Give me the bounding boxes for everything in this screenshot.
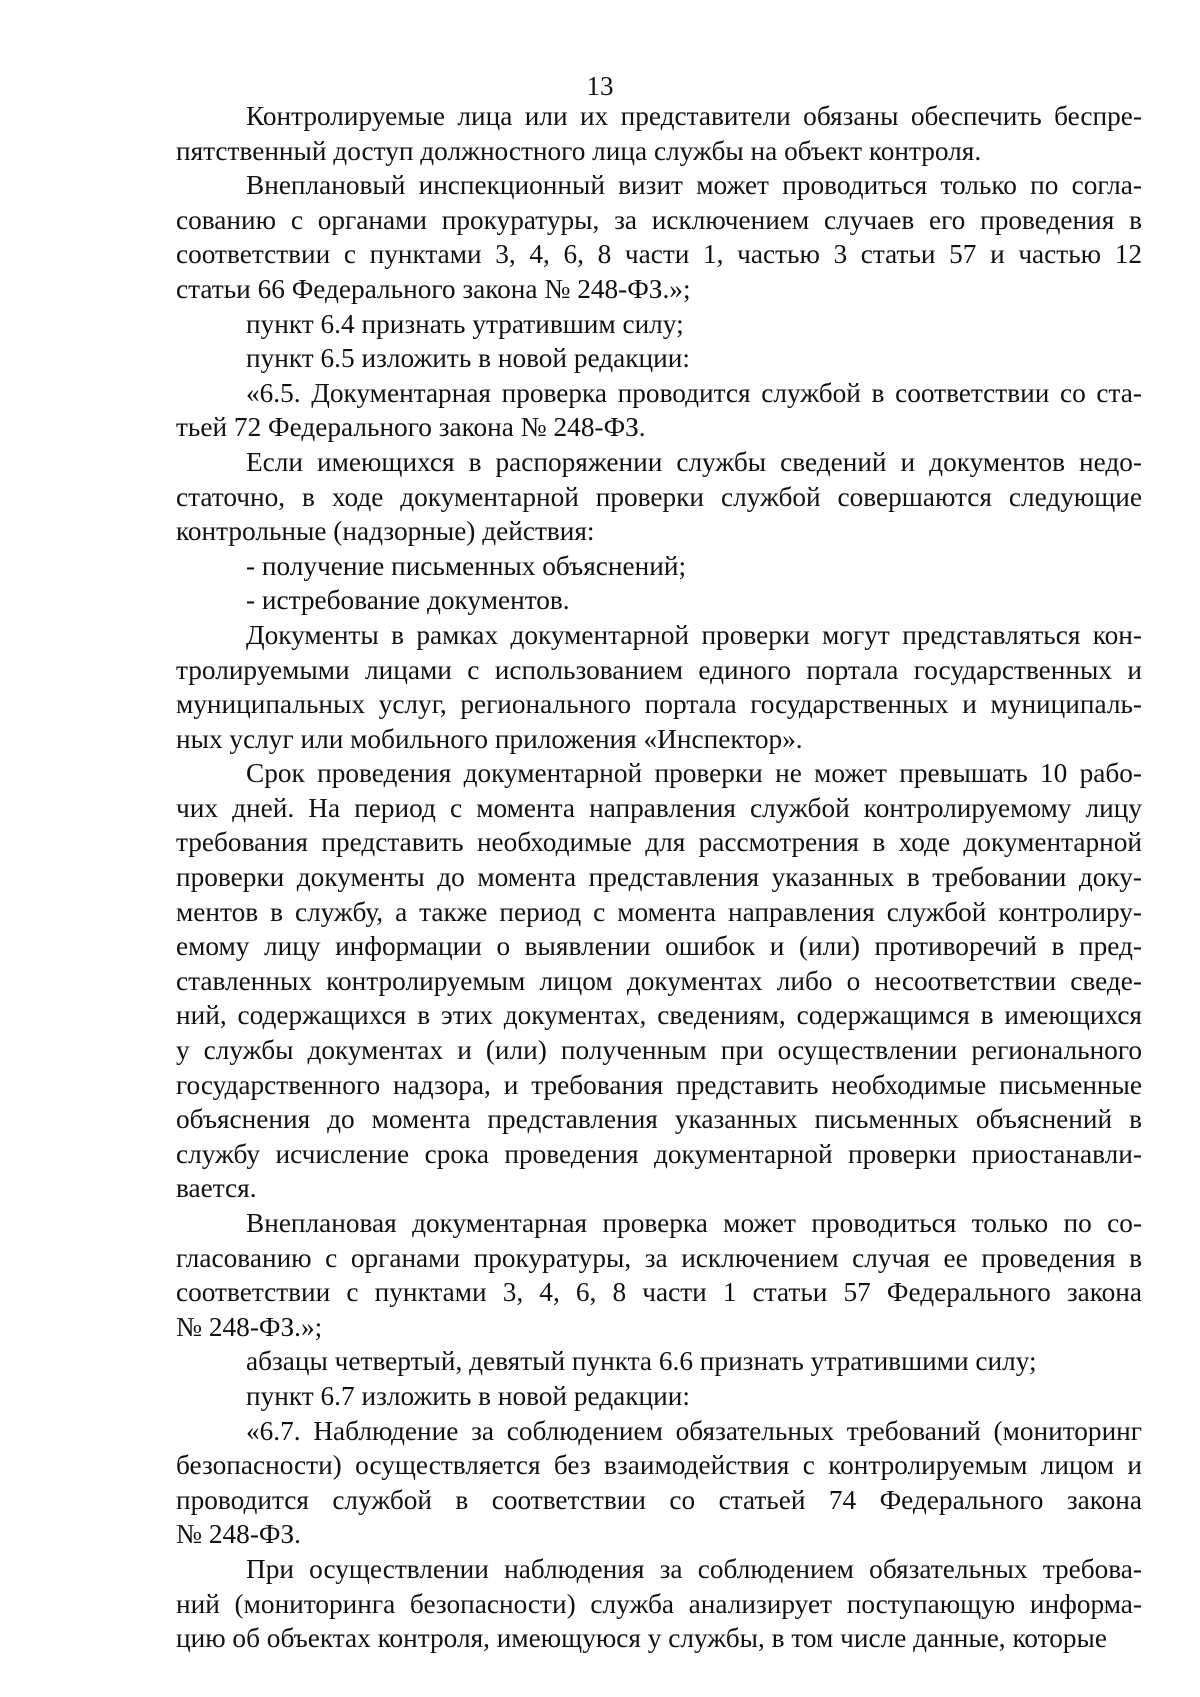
text-line: ментов в службу, а также период с момента направления службой контролиру-: [176, 896, 1142, 927]
page-number: 13: [586, 71, 614, 101]
text-line: тьей 72 Федерального закона № 248-ФЗ.: [176, 412, 646, 443]
text-line: у службы документах и (или) полученным при осуществлении регионального: [176, 1035, 1142, 1066]
text-line: государственного надзора, и требования представить необходимые письменные: [176, 1069, 1142, 1100]
text-line: Если имеющихся в распоряжении службы сведений и документов недо-: [246, 446, 1142, 477]
text-line: Внеплановая документарная проверка может проводиться только по со-: [246, 1208, 1142, 1238]
text-line: проверки документы до момента представления указанных в требовании доку-: [176, 862, 1142, 893]
text-line: муниципальных услуг, регионального портала государственных и муниципаль-: [176, 689, 1142, 720]
document-body: [176, 99, 1142, 1656]
text-line: требования представить необходимые для рассмотрения в ходе документарной: [176, 827, 1142, 858]
text-line: соответствии с пунктами 3, 4, 6, 8 части 1, частью 3 статьи 57 и частью 12: [176, 239, 1142, 270]
text-line: Контролируемые лица или их представители обязаны обеспечить беспре-: [246, 101, 1142, 131]
paragraph: [176, 341, 1142, 376]
text-line: Внеплановый инспекционный визит может проводиться только по согла-: [246, 170, 1142, 201]
text-line: пятственный доступ должностного лица службы на объект контроля.: [176, 135, 982, 166]
text-line: цию об объектах контроля, имеющуюся у службы, в том числе данные, которые: [176, 1623, 1107, 1654]
text-line: вается.: [176, 1173, 257, 1204]
text-line: ных услуг или мобильного приложения «Инспектор».: [176, 723, 803, 754]
text-line: сованию с органами прокуратуры, за исключением случаев его проведения в: [176, 204, 1142, 235]
text-line: пункт 6.4 признать утратившим силу;: [246, 308, 684, 339]
paragraph: [176, 1552, 1142, 1656]
text-line: пункт 6.5 изложить в новой редакции:: [246, 343, 690, 374]
paragraph: [176, 583, 1142, 618]
paragraph: [176, 1206, 1142, 1344]
text-line: контрольные (надзорные) действия:: [176, 516, 595, 547]
text-line: статочно, в ходе документарной проверки службой совершаются следующие: [176, 481, 1142, 512]
text-line: пункт 6.7 изложить в новой редакции:: [246, 1380, 690, 1411]
text-line: ний (мониторинга безопасности) служба анализирует поступающую информа-: [176, 1588, 1142, 1619]
text-line: «6.7. Наблюдение за соблюдением обязательных требований (мониторинг: [246, 1415, 1142, 1446]
text-line: ставленных контролируемым лицом документах либо о несоответствии сведе-: [176, 965, 1142, 996]
paragraph: [176, 445, 1142, 549]
paragraph: [176, 307, 1142, 342]
text-line: абзацы четвертый, девятый пункта 6.6 признать утратившими силу;: [246, 1346, 1037, 1377]
text-line: тролируемыми лицами с использованием единого портала государственных и: [176, 654, 1142, 685]
text-line: статьи 66 Федерального закона № 248-ФЗ.»;: [176, 273, 691, 304]
text-line: При осуществлении наблюдения за соблюдением обязательных требова-: [246, 1553, 1142, 1584]
text-line: № 248-ФЗ.»;: [176, 1311, 323, 1342]
text-line: емому лицу информации о выявлении ошибок и (или) противоречий в пред-: [176, 931, 1142, 962]
text-line: гласованию с органами прокуратуры, за исключением случая ее проведения в: [176, 1242, 1142, 1273]
text-line: ний, содержащихся в этих документах, сведениям, содержащимся в имеющихся: [176, 1000, 1142, 1031]
paragraph: [176, 1344, 1142, 1379]
paragraph: [176, 1379, 1142, 1414]
text-line: «6.5. Документарная проверка проводится службой в соответствии со ста-: [246, 377, 1142, 408]
text-line: - истребование документов.: [246, 585, 570, 616]
paragraph: [176, 618, 1142, 756]
text-line: № 248-ФЗ.: [176, 1519, 301, 1550]
text-line: соответствии с пунктами 3, 4, 6, 8 части 1 статьи 57 Федерального закона: [176, 1277, 1142, 1308]
text-line: Срок проведения документарной проверки не может превышать 10 рабо-: [246, 758, 1142, 789]
paragraph: [176, 168, 1142, 306]
paragraph: [176, 1414, 1142, 1552]
text-line: проводится службой в соответствии со статьей 74 Федерального закона: [176, 1484, 1142, 1515]
text-line: чих дней. На период с момента направления службой контролируемому лицу: [176, 792, 1142, 823]
paragraph: [176, 756, 1142, 1206]
text-line: объяснения до момента представления указанных письменных объяснений в: [176, 1104, 1142, 1135]
paragraph: [176, 99, 1142, 168]
text-line: службу исчисление срока проведения документарной проверки приостанавли-: [176, 1138, 1142, 1169]
text-line: Документы в рамках документарной проверки могут представляться кон-: [246, 619, 1142, 650]
paragraph: [176, 549, 1142, 584]
paragraph: [176, 376, 1142, 445]
text-line: безопасности) осуществляется без взаимодействия с контролируемым лицом и: [176, 1450, 1142, 1481]
text-line: - получение письменных объяснений;: [246, 550, 687, 581]
